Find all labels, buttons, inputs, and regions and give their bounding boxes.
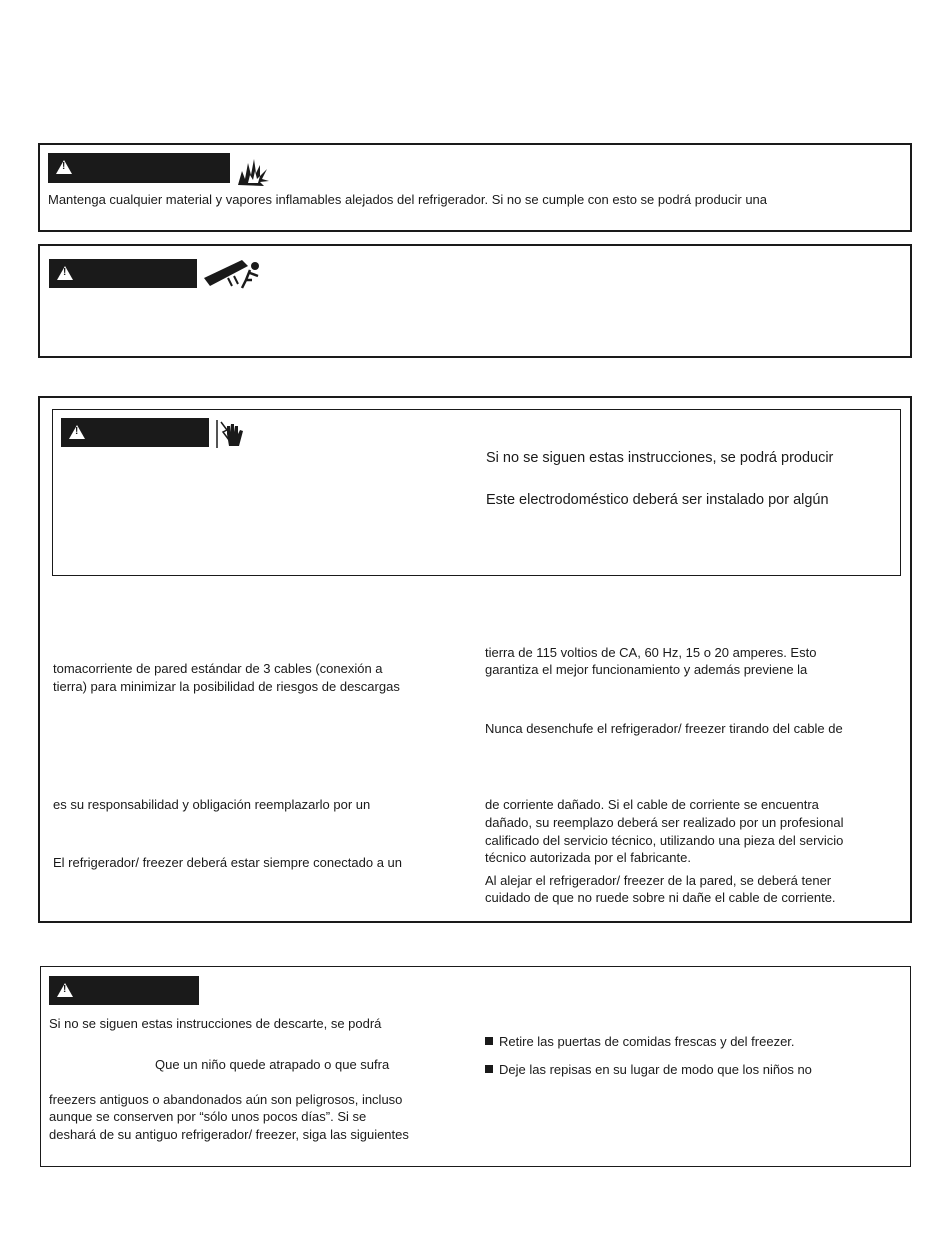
explosion-icon xyxy=(236,157,270,187)
electrical-section xyxy=(38,396,912,923)
disposal-line-2: Que un niño quede atrapado o que sufra xyxy=(155,1057,390,1072)
right-par3-line-4: técnico autorizada por el fabricante. xyxy=(485,850,691,865)
warning-banner xyxy=(61,418,209,447)
disposal-par-line-1: freezers antiguos o abandonados aún son peligrosos, incluso xyxy=(49,1092,403,1107)
right-par3-line-2: dañado, su reemplazo deberá ser realizado por un profesional xyxy=(485,815,844,830)
warning-triangle-icon xyxy=(57,266,73,280)
left-par1-line-2: tierra) para minimizar la posibilidad de riesgos de descargas xyxy=(53,679,400,694)
bullet-item: Deje las repisas en su lugar de modo que los niños no xyxy=(485,1061,812,1079)
warning-banner xyxy=(49,976,199,1005)
right-par1-line-1: tierra de 115 voltios de CA, 60 Hz, 15 o 20 amperes. Esto xyxy=(485,645,817,660)
warning-banner xyxy=(49,259,197,288)
bullet-square-icon xyxy=(485,1037,493,1045)
disposal-par-line-3: deshará de su antiguo refrigerador/ freezer, siga las siguientes xyxy=(49,1127,409,1142)
shock-warning-line-2: Este electrodoméstico deberá ser instalado por algún xyxy=(486,492,829,508)
shock-warning-line-1: Si no se siguen estas instrucciones, se podrá producir xyxy=(486,450,834,466)
warning-triangle-icon xyxy=(69,425,85,439)
tip-over-warning-box xyxy=(38,244,912,358)
fire-warning-text: Mantenga cualquier material y vapores inflamables alejados del refrigerador. Si no se cumple con esto se podrá producir una xyxy=(48,192,768,207)
right-par3-line-1: de corriente dañado. Si el cable de corriente se encuentra xyxy=(485,797,819,812)
heavy-lift-icon xyxy=(202,256,264,290)
right-par4-line-1: Al alejar el refrigerador/ freezer de la pared, se deberá tener xyxy=(485,873,832,888)
warning-triangle-icon xyxy=(57,983,73,997)
right-par1-line-2: garantiza el mejor funcionamiento y además previene la xyxy=(485,662,808,677)
disposal-line-1: Si no se siguen estas instrucciones de descarte, se podrá xyxy=(49,1016,382,1031)
right-par3-line-3: calificado del servicio técnico, utilizando una pieza del servicio xyxy=(485,833,844,848)
disposal-par-line-2: aunque se conserven por “sólo unos pocos días”. Si se xyxy=(49,1109,367,1124)
right-par2: Nunca desenchufe el refrigerador/ freezer tirando del cable de xyxy=(485,721,843,736)
shock-warning-box xyxy=(52,409,901,576)
left-par3: El refrigerador/ freezer deberá estar siempre conectado a un xyxy=(53,855,403,870)
electric-shock-icon xyxy=(213,418,247,450)
warning-triangle-icon xyxy=(56,160,72,174)
right-par4-line-2: cuidado de que no ruede sobre ni dañe el cable de corriente. xyxy=(485,890,836,905)
fire-warning-box xyxy=(38,143,912,232)
bullet-item: Retire las puertas de comidas frescas y del freezer. xyxy=(485,1033,795,1051)
disposal-section xyxy=(40,966,911,1167)
warning-banner xyxy=(48,153,230,183)
left-par1-line-1: tomacorriente de pared estándar de 3 cables (conexión a xyxy=(53,661,383,676)
bullet-square-icon xyxy=(485,1065,493,1073)
left-par2: es su responsabilidad y obligación reemplazarlo por un xyxy=(53,797,371,812)
